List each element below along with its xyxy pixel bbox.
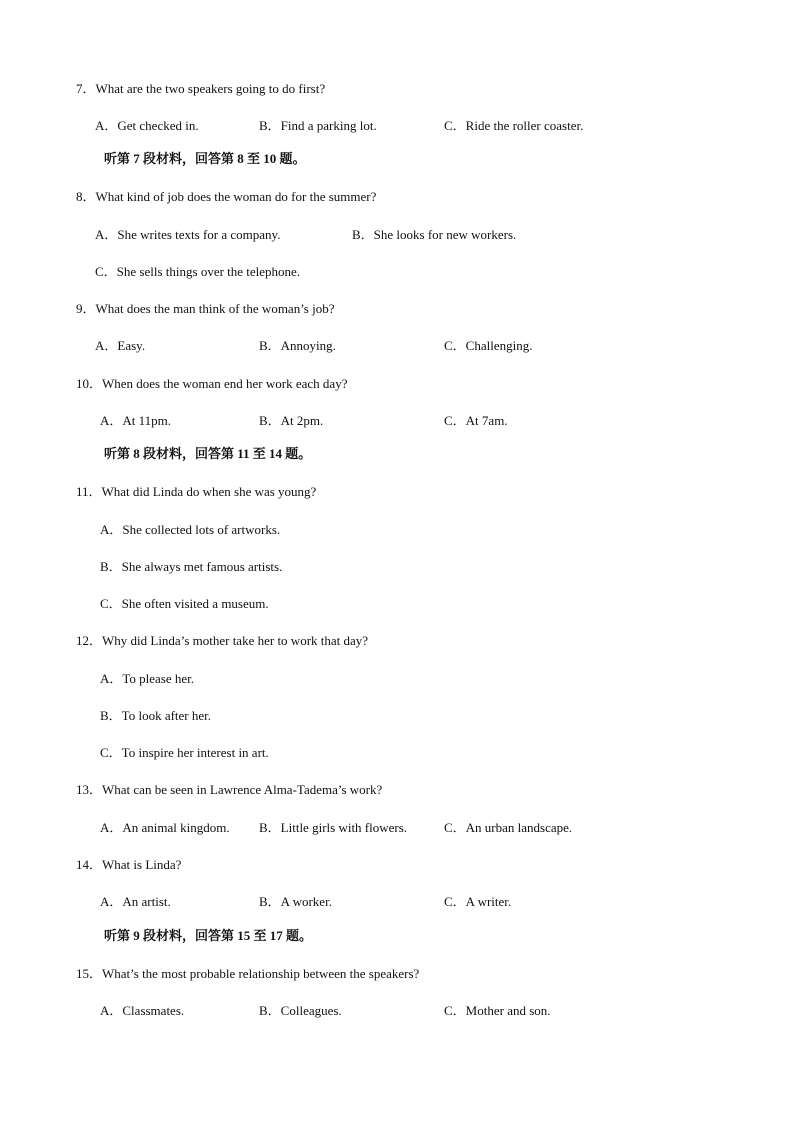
section-9-instruction: 听第 9 段材料，回答第 15 至 17 题。: [104, 928, 313, 943]
question-8-stem: 8．What kind of job does the woman do for the summer?: [76, 189, 377, 204]
question-15-stem: 15．What’s the most probable relationship between the speakers?: [76, 966, 420, 981]
question-11-option-c: C．She often visited a museum.: [100, 596, 269, 611]
question-12-stem: 12．Why did Linda’s mother take her to work that day?: [76, 633, 369, 648]
question-8-option-b: B．She looks for new workers.: [352, 227, 517, 242]
question-14-stem: 14．What is Linda?: [76, 857, 182, 872]
question-14-option-c: C．A writer.: [444, 894, 512, 909]
question-13-option-c: C．An urban landscape.: [444, 820, 573, 835]
question-12-option-b: B．To look after her.: [100, 708, 212, 723]
question-7-option-b: B．Find a parking lot.: [259, 118, 377, 133]
question-8-option-c: C．She sells things over the telephone.: [95, 264, 301, 279]
question-11-option-b: B．She always met famous artists.: [100, 559, 283, 574]
question-7-stem: 7．What are the two speakers going to do first?: [76, 81, 326, 96]
question-13-stem: 13．What can be seen in Lawrence Alma-Tadema’s work?: [76, 782, 383, 797]
question-11-option-a: A．She collected lots of artworks.: [100, 522, 281, 537]
question-10-option-a: A．At 11pm.: [100, 413, 172, 428]
section-7-instruction: 听第 7 段材料，回答第 8 至 10 题。: [104, 151, 306, 166]
question-15-option-c: C．Mother and son.: [444, 1003, 551, 1018]
question-11-stem: 11．What did Linda do when she was young?: [76, 484, 317, 499]
question-10-option-b: B．At 2pm.: [259, 413, 324, 428]
question-7-option-c: C．Ride the roller coaster.: [444, 118, 584, 133]
question-10-stem: 10．When does the woman end her work each day?: [76, 376, 348, 391]
question-15-option-a: A．Classmates.: [100, 1003, 185, 1018]
question-13-option-b: B．Little girls with flowers.: [259, 820, 408, 835]
question-13-option-a: A．An animal kingdom.: [100, 820, 230, 835]
question-12-option-c: C．To inspire her interest in art.: [100, 745, 269, 760]
question-9-stem: 9．What does the man think of the woman’s job?: [76, 301, 335, 316]
question-9-option-b: B．Annoying.: [259, 338, 336, 353]
question-9-option-c: C．Challenging.: [444, 338, 533, 353]
question-8-option-a: A．She writes texts for a company.: [95, 227, 281, 242]
question-15-option-b: B．Colleagues.: [259, 1003, 342, 1018]
section-8-instruction: 听第 8 段材料，回答第 11 至 14 题。: [104, 446, 312, 461]
question-9-option-a: A．Easy.: [95, 338, 146, 353]
question-10-option-c: C．At 7am.: [444, 413, 508, 428]
question-7-option-a: A．Get checked in.: [95, 118, 199, 133]
question-14-option-a: A．An artist.: [100, 894, 171, 909]
question-14-option-b: B．A worker.: [259, 894, 332, 909]
question-12-option-a: A．To please her.: [100, 671, 195, 686]
